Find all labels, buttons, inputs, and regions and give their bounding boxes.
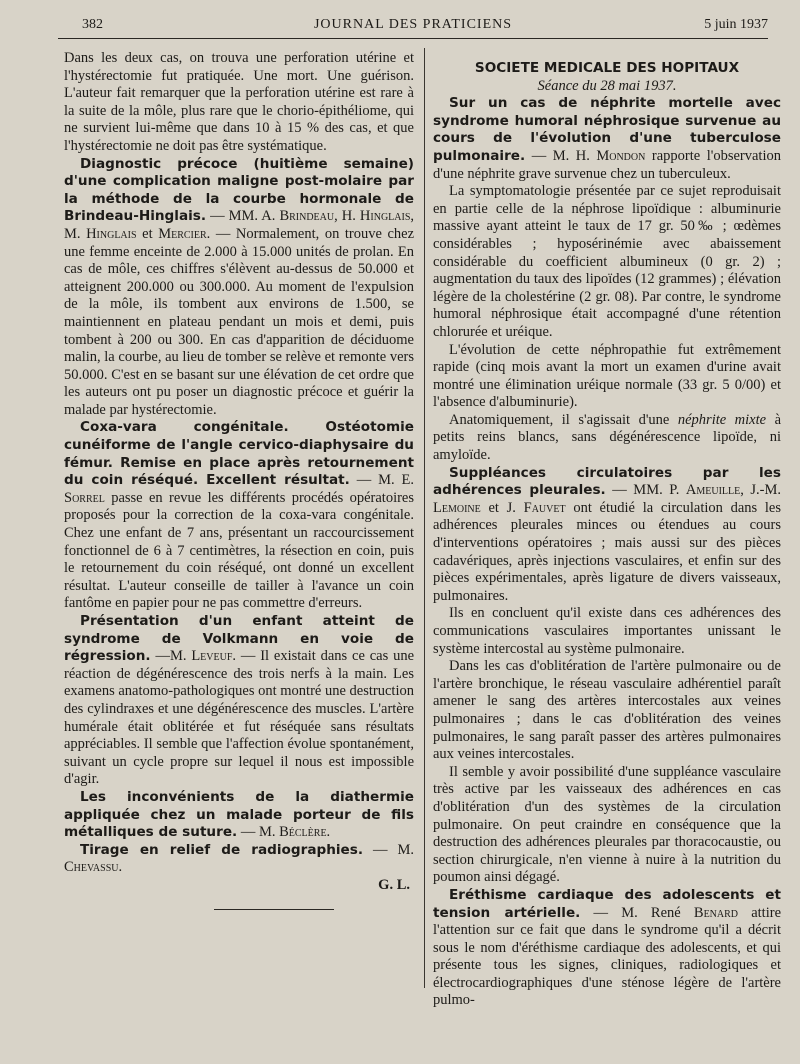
session-date: Séance du 28 mai 1937. <box>537 77 677 94</box>
right-column <box>433 50 781 1010</box>
article-coxa-vara: Coxa-vara congénitale. Ostéotomie cunéiforme de l'angle cervico-diaphysaire du fémur. Remise en place après retournement du coin réséqué. Excellent résultat. — M. E. Sorrel passe en revue les différents procédés opératoires proposés pour la correction de la coxa-vara congénitale. Chez une enfant de 7 ans, présentant un raccourcissement fonctionnel de 6 à 7 centimètres, la résection en coin, puis le retournement du coin réséqué, ont donné un excellent résultat. L'auteur conseille de tailler à l'avance un coin fantôme en papier pour ne pas commettre d'erreurs. <box>64 419 415 612</box>
article-erethisme: Eréthisme cardiaque des adolescents et tension artérielle. — M. René Benard attire l'attention sur ce fait que dans le syndrome qu'il a décrit sous le nom d'éréthisme cardiaque des adolescents, et qui présente tous les signes, cliniques, radiologiques et électrocardiographiques d'une sténose légère de l'artère pulmo- <box>433 886 782 1009</box>
article-diathermie: Les inconvénients de la diathermie appliquée chez un malade porteur de fils métalliques de suture. — M. Béclère. <box>64 788 414 841</box>
article-text: rapporte l'observation d'une néphrite grave survenue chez un tuberculeux. <box>433 147 781 182</box>
paragraph: Anatomiquement, il s'agissait d'une néphrite mixte à petits reins blancs, sans dégénérescence lipoïde, ni amyloïde. <box>433 411 782 464</box>
article-text: attire l'attention sur ce fait que dans le syndrome qu'il a décrit sous le nom d'éréthisme cardiaque des adolescents, et qui présente tous les signes, cliniques, radiologiques et électrocardiographiques d'une sténose légère de l'artère pulmo- <box>433 904 782 1009</box>
paragraph: Dans les cas d'oblitération de l'artère pulmonaire ou de l'artère bronchique, le réseau vasculaire adhérentiel paraît amener le sang des artères intercostales aux veines pulmonaires ; dans le cas d'oblitération des veines pulmonaires, le sang paraît passer des artères pulmonaires aux veines intercostales. <box>433 658 781 763</box>
paragraph: Ils en concluent qu'il existe dans ces adhérences des communications vasculaires importantes unissant le système intercostal au système pulmonaire. <box>433 605 781 657</box>
author: Benard <box>693 904 739 921</box>
author: Leveuf. <box>191 648 237 665</box>
article-suppleances: Suppléances circulatoires par les adhérences pleurales. — MM. P. Ameuille, J.-M. Lemoine et J. Fauvet ont étudié la circulation dans les adhérences pleurales minces ou étendues au cours d'interventions opératoires ; mais aussi sur des pièces cadavériques, après injections vasculaires, et enfin sur des pièces expérimentales, après ligature de divers vaisseaux, pulmonaires. <box>433 464 782 604</box>
page-number: 382 <box>82 17 103 32</box>
article-text: — Normalement, on trouve chez une femme enceinte de 2.000 à 15.000 unités de prolan. En cas de môle, ces chiffres s'élèvent au-dessus de 50.000 et atteignent 200.000 ou 300.000. Au moment de l'expulsion de la môle, ils tombent aux environs de 1.500, se maintiennent en plateau pendant un mois et demi, puis tombent à 200 ou 300. En cas d'apparition de déciduome malin, la courbe, au lieu de tomber se relève et remonte vers 50.000. C'est en se basant sur une élévation de cet ordre que les auteurs ont pu poser un diagnostic précoce et guérir la malade par hystérectomie. <box>64 225 415 418</box>
header-rule <box>58 38 768 39</box>
end-rule <box>214 909 334 910</box>
author: Mondon <box>596 147 646 164</box>
author: Sorrel <box>64 489 105 506</box>
paragraph: La symptomatologie présentée par ce sujet reproduisait en partie celle de la néphrose lipoïdique : albuminurie massive ayant atteint le taux de 17 gr. 50‰ ; œdèmes considérables ; hyposérinémie avec abaissement considérable du coefficient albumineux (0 gr. 2) ; augmentation du taux des lipoïdes (12 grammes) ; élévation légère de la cholestérine (2 gr. 08). Par contre, le syndrome humoral néphrosique était accompagné d'une rétention chlorurée et uréique. <box>433 183 781 340</box>
article-title: Diagnostic précoce (huitième semaine) d'une complication maligne post-molaire par la méthode de la courbe hormonale de Brindeau-Hinglais. <box>64 155 414 225</box>
article-title: Tirage en relief de radiographies. <box>80 841 364 858</box>
society-heading: SOCIETE MEDICALE DES HOPITAUX <box>474 60 740 76</box>
author: M. Hinglais <box>64 225 137 242</box>
author: J. Fauvet <box>506 499 566 516</box>
author: Ameuille <box>685 482 741 499</box>
column-divider <box>424 48 425 988</box>
issue-date: 5 juin 1937 <box>704 17 768 32</box>
article-title: Suppléances circulatoires par les adhérences pleurales. <box>433 464 781 499</box>
author: Brindeau <box>279 208 335 225</box>
signature: G. L. <box>378 876 410 893</box>
article-title: Sur un cas de néphrite mortelle avec syndrome humoral néphrosique survenue au cours de l'évolution d'une tuberculose pulmonaire. <box>433 95 781 164</box>
article-text: ont étudié la circulation dans les adhérences pleurales minces ou étendues au cours d'interventions opératoires ; mais aussi sur des pièces cadavériques, après injections vasculaires, et enfin sur des pièces expérimentales, après ligature de divers vaisseaux, pulmonaires. <box>433 499 782 604</box>
article-text: — Il existait dans ce cas une réaction de dégénérescence des trois nerfs à la main. Les examens anatomo-pathologiques ont montré une destruction des cylindraxes et une dégénérescence des muscles. L'artère humérale était oblitérée et fut réséquée sans résultats appréciables. Il semble que l'affection évolue spontanément, suivant un cycle propre sur lequel il nous est impossible d'agir. <box>64 648 415 788</box>
author: Béclère. <box>279 824 331 841</box>
article-text: passe en revue les différents procédés opératoires proposés pour la correction de la coxa-vara congénitale. Chez une enfant de 7 ans, présentant un raccourcissement fonctionnel de 6 à 7 centimètres, la résection en coin, puis le retournement du coin réséqué, ont donné un excellent résultat. L'auteur conseille de tailler à l'avance un coin fantôme en papier pour ne pas commettre d'erreurs. <box>64 489 414 612</box>
author: Chevassu. <box>64 859 123 876</box>
left-column <box>64 50 414 910</box>
article-title: Coxa-vara congénitale. Ostéotomie cunéiforme de l'angle cervico-diaphysaire du fémur. Remise en place après retournement du coin réséqué. Excellent résultat. <box>64 419 414 489</box>
page-header <box>58 14 768 38</box>
paragraph: L'évolution de cette néphropathie fut extrêmement rapide (cinq mois avant la mort un examen d'urine avait montré une élimination uréique normale (33 gr. 5 0/00) et l'absence d'albuminurie). <box>433 341 781 411</box>
paragraph: Dans les deux cas, on trouva une perforation utérine et l'hystérectomie fut pratiquée. Une mort. Une guérison. L'auteur fait remarquer que la perforation utérine est rare à la suite de la môle, plus rare que le chorio-épithéliome, qui ne survient lui-même que dans 10 à 15 % des cas, et que l'hystérectomie ne doit pas être systématique. <box>64 50 414 154</box>
author: H. Hinglais <box>341 208 411 225</box>
author: J.-M. Lemoine <box>433 482 782 516</box>
article-volkmann: Présentation d'un enfant atteint de syndrome de Volkmann en voie de régression. —M. Leveuf. — Il existait dans ce cas une réaction de dégénérescence des trois nerfs à la main. Les examens anatomo-pathologiques ont montré une destruction des cylindraxes et une dégénérescence des muscles. L'artère humérale était oblitérée et fut réséquée sans résultats appréciables. Il semble que l'affection évolue spontanément, suivant un cycle propre sur lequel il nous est impossible d'agir. <box>64 613 415 788</box>
article-title: Eréthisme cardiaque des adolescents et tension artérielle. <box>433 886 781 921</box>
journal-title: JOURNAL DES PRATICIENS <box>313 17 513 32</box>
article-title: Les inconvénients de la diathermie appliquée chez un malade porteur de fils métalliques de suture. <box>64 788 414 841</box>
article-diagnostic-precoce: Diagnostic précoce (huitième semaine) d'une complication maligne post-molaire par la méthode de la courbe hormonale de Brindeau-Hinglais. — MM. A. Brindeau, H. Hinglais, M. Hinglais et Mercier. — Normalement, on trouve chez une femme enceinte de 2.000 à 15.000 unités de prolan. En cas de môle, ces chiffres s'élèvent au-dessus de 50.000 et atteignent 200.000 ou 300.000. Au moment de l'expulsion de la môle, ils tombent aux environs de 1.500, se maintiennent en plateau pendant un mois et demi, puis tombent à 200 ou 300. En cas d'apparition de déciduome malin, la courbe, au lieu de tomber se relève et remonte vers 50.000. C'est en se basant sur une élévation de cet ordre que les auteurs ont pu poser un diagnostic précoce et guérir la malade par hystérectomie. <box>64 155 415 418</box>
article-radiographies: Tirage en relief de radiographies. — M. Chevassu. <box>64 841 414 876</box>
article-nephrite: Sur un cas de néphrite mortelle avec syndrome humoral néphrosique survenue au cours de l'évolution d'une tuberculose pulmonaire. — M. H. Mondon rapporte l'observation d'une néphrite grave survenue chez un tuberculeux. <box>433 95 781 182</box>
author: Mercier. <box>158 225 211 242</box>
paragraph: Il semble y avoir possibilité d'une suppléance vasculaire très active par les vaisseaux des adhérences en cas d'oblitération d'un des systèmes de la circulation pulmonaire. On peut craindre en conséquence que la destruction des adhérences pleurales par thoracocaustie, ou section chirurgicale, n'en vienne à nuire à la nutrition du poumon ainsi dégagé. <box>433 763 781 886</box>
article-title: Présentation d'un enfant atteint de syndrome de Volkmann en voie de régression. <box>64 613 414 665</box>
